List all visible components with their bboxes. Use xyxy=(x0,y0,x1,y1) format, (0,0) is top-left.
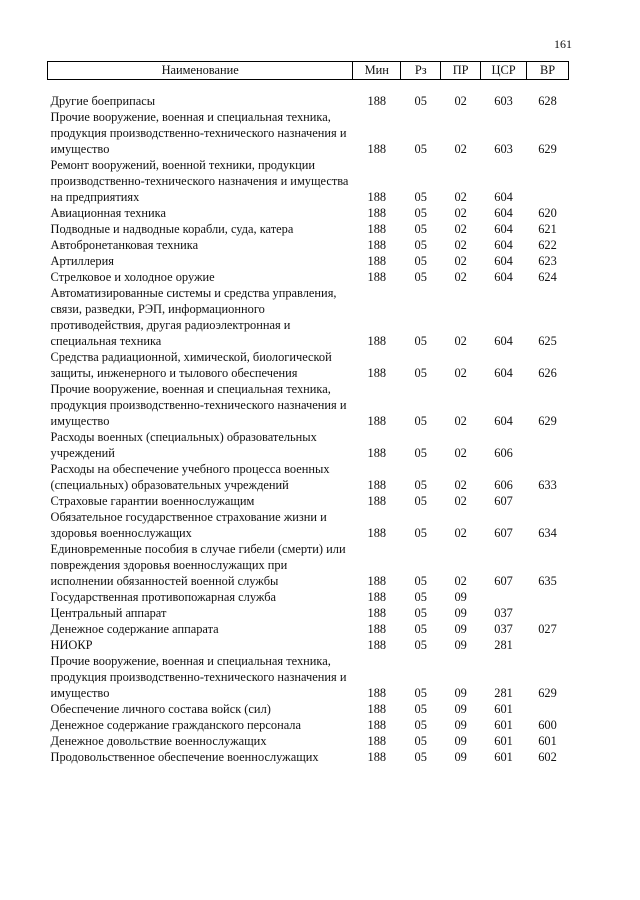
cell-min: 188 xyxy=(367,478,387,492)
cell-csr: 604 xyxy=(494,270,513,284)
cell-name: Другие боеприпасы xyxy=(50,94,156,108)
cell-rz: 05 xyxy=(414,750,427,764)
table-row xyxy=(48,589,569,605)
cell-csr: 604 xyxy=(494,238,513,252)
cell-vr: 629 xyxy=(538,142,557,156)
cell-csr: 601 xyxy=(494,750,513,764)
cell-name: Расходы военных (специальных) образовательных учреждений xyxy=(50,430,317,460)
cell-vr xyxy=(527,493,569,509)
spacer-row xyxy=(48,80,569,94)
cell-pr: 02 xyxy=(454,206,467,220)
cell-min: 188 xyxy=(367,494,387,508)
cell-min: 188 xyxy=(367,142,387,156)
table-row xyxy=(48,285,569,349)
cell-csr: 037 xyxy=(494,622,513,636)
cell-name: Авиационная техника xyxy=(50,206,166,220)
cell-min: 188 xyxy=(367,222,387,236)
cell-min: 188 xyxy=(367,574,387,588)
cell-min: 188 xyxy=(367,686,387,700)
cell-rz: 05 xyxy=(414,734,427,748)
cell-rz: 05 xyxy=(414,478,427,492)
cell-csr: 281 xyxy=(494,638,513,652)
cell-rz: 05 xyxy=(414,526,427,540)
cell-csr: 607 xyxy=(494,526,513,540)
cell-rz: 05 xyxy=(414,574,427,588)
cell-min: 188 xyxy=(367,750,387,764)
cell-csr: 604 xyxy=(494,414,513,428)
cell-name: Центральный аппарат xyxy=(50,606,167,620)
cell-name: Обязательное государственное страхование жизни и здоровья военнослужащих xyxy=(50,510,327,540)
cell-min: 188 xyxy=(367,526,387,540)
table-row xyxy=(48,237,569,253)
cell-csr: 604 xyxy=(494,206,513,220)
cell-rz: 05 xyxy=(414,718,427,732)
cell-pr: 02 xyxy=(454,238,467,252)
cell-min: 188 xyxy=(367,734,387,748)
cell-name: Артиллерия xyxy=(50,254,114,268)
table-row xyxy=(48,381,569,429)
cell-min: 188 xyxy=(367,206,387,220)
cell-vr: 602 xyxy=(538,750,557,764)
cell-csr: 606 xyxy=(494,478,513,492)
cell-vr: 629 xyxy=(538,414,557,428)
cell-name: Средства радиационной, химической, биологической защиты, инженерного и тылового обеспечения xyxy=(50,350,332,380)
table-row xyxy=(48,349,569,381)
cell-vr: 628 xyxy=(538,94,557,108)
cell-pr: 02 xyxy=(454,366,467,380)
cell-rz: 05 xyxy=(414,414,427,428)
cell-vr: 629 xyxy=(538,686,557,700)
cell-csr: 281 xyxy=(494,686,513,700)
table-row xyxy=(48,733,569,749)
cell-rz: 05 xyxy=(414,446,427,460)
cell-min: 188 xyxy=(367,334,387,348)
cell-name: Единовременные пособия в случае гибели (смерти) или повреждения здоровья военнослужащих при исполнении обязанностей военной службы xyxy=(50,542,346,588)
table-row xyxy=(48,653,569,701)
cell-pr: 02 xyxy=(454,334,467,348)
cell-min: 188 xyxy=(367,590,387,604)
cell-pr: 09 xyxy=(454,590,467,604)
cell-rz: 05 xyxy=(414,206,427,220)
cell-csr: 601 xyxy=(494,734,513,748)
cell-name: Денежное довольствие военнослужащих xyxy=(50,734,267,748)
cell-min: 188 xyxy=(367,270,387,284)
cell-pr: 09 xyxy=(454,750,467,764)
cell-min: 188 xyxy=(367,190,387,204)
cell-vr: 625 xyxy=(538,334,557,348)
cell-rz: 05 xyxy=(414,142,427,156)
table-row xyxy=(48,253,569,269)
cell-min: 188 xyxy=(367,238,387,252)
table-row xyxy=(48,93,569,109)
cell-vr: 027 xyxy=(538,622,557,636)
cell-min: 188 xyxy=(367,622,387,636)
cell-pr: 09 xyxy=(454,734,467,748)
table-row xyxy=(48,541,569,589)
cell-vr: 621 xyxy=(538,222,557,236)
cell-rz: 05 xyxy=(414,590,427,604)
cell-pr: 02 xyxy=(454,574,467,588)
cell-name: Автобронетанковая техника xyxy=(50,238,199,252)
header-vr: ВР xyxy=(527,62,569,80)
table-row xyxy=(48,637,569,653)
cell-pr: 09 xyxy=(454,622,467,636)
header-rz: Рз xyxy=(401,62,441,80)
cell-rz: 05 xyxy=(414,686,427,700)
cell-min: 188 xyxy=(367,718,387,732)
cell-rz: 05 xyxy=(414,494,427,508)
table-row xyxy=(48,461,569,493)
cell-name: Прочие вооружение, военная и специальная техника, продукция производственно-технического назначения и имущество xyxy=(50,382,347,428)
table-row xyxy=(48,605,569,621)
table-header-row xyxy=(48,62,569,80)
cell-csr: 037 xyxy=(494,606,513,620)
cell-vr xyxy=(527,429,569,461)
header-csr: ЦСР xyxy=(481,62,527,80)
cell-min: 188 xyxy=(367,638,387,652)
cell-csr: 607 xyxy=(494,574,513,588)
cell-min: 188 xyxy=(367,446,387,460)
cell-rz: 05 xyxy=(414,254,427,268)
cell-vr xyxy=(527,637,569,653)
cell-pr: 09 xyxy=(454,686,467,700)
table-row xyxy=(48,749,569,765)
cell-pr: 09 xyxy=(454,606,467,620)
cell-rz: 05 xyxy=(414,238,427,252)
table-row xyxy=(48,701,569,717)
cell-min: 188 xyxy=(367,366,387,380)
cell-rz: 05 xyxy=(414,334,427,348)
cell-csr: 607 xyxy=(494,494,513,508)
cell-min: 188 xyxy=(367,94,387,108)
cell-pr: 02 xyxy=(454,526,467,540)
cell-rz: 05 xyxy=(414,702,427,716)
budget-table xyxy=(47,61,569,765)
table-row xyxy=(48,429,569,461)
cell-name: Ремонт вооружений, военной техники, продукции производственно-технического назначения и имущества на предприятиях xyxy=(50,158,349,204)
cell-vr xyxy=(527,589,569,605)
cell-csr: 601 xyxy=(494,718,513,732)
cell-vr: 633 xyxy=(538,478,557,492)
cell-pr: 02 xyxy=(454,414,467,428)
cell-vr: 623 xyxy=(538,254,557,268)
cell-name: НИОКР xyxy=(50,638,93,652)
cell-pr: 02 xyxy=(454,94,467,108)
cell-min: 188 xyxy=(367,414,387,428)
cell-name: Обеспечение личного состава войск (сил) xyxy=(50,702,271,716)
cell-rz: 05 xyxy=(414,638,427,652)
cell-vr xyxy=(527,157,569,205)
cell-csr: 604 xyxy=(494,366,513,380)
cell-pr: 09 xyxy=(454,638,467,652)
cell-vr: 600 xyxy=(538,718,557,732)
cell-pr: 02 xyxy=(454,494,467,508)
cell-name: Продовольственное обеспечение военнослужащих xyxy=(50,750,319,764)
cell-rz: 05 xyxy=(414,222,427,236)
cell-pr: 02 xyxy=(454,270,467,284)
table-row xyxy=(48,109,569,157)
cell-pr: 09 xyxy=(454,718,467,732)
cell-vr: 601 xyxy=(538,734,557,748)
cell-pr: 02 xyxy=(454,478,467,492)
cell-csr: 604 xyxy=(494,190,513,204)
cell-pr: 02 xyxy=(454,254,467,268)
cell-rz: 05 xyxy=(414,366,427,380)
cell-vr: 635 xyxy=(538,574,557,588)
cell-name: Прочие вооружение, военная и специальная техника, продукция производственно-технического назначения и имущество xyxy=(50,654,347,700)
cell-vr: 626 xyxy=(538,366,557,380)
cell-min: 188 xyxy=(367,606,387,620)
cell-name: Денежное содержание гражданского персонала xyxy=(50,718,301,732)
cell-vr xyxy=(527,605,569,621)
cell-name: Денежное содержание аппарата xyxy=(50,622,219,636)
cell-name: Страховые гарантии военнослужащим xyxy=(50,494,255,508)
table-row xyxy=(48,157,569,205)
table-row xyxy=(48,269,569,285)
cell-csr: 604 xyxy=(494,334,513,348)
cell-rz: 05 xyxy=(414,190,427,204)
cell-name: Подводные и надводные корабли, суда, катера xyxy=(50,222,294,236)
cell-pr: 02 xyxy=(454,142,467,156)
table-row xyxy=(48,509,569,541)
cell-vr: 634 xyxy=(538,526,557,540)
cell-min: 188 xyxy=(367,254,387,268)
page-number: 161 xyxy=(554,37,572,51)
cell-name: Государственная противопожарная служба xyxy=(50,590,277,604)
table-row xyxy=(48,493,569,509)
cell-pr: 02 xyxy=(454,446,467,460)
cell-csr: 604 xyxy=(494,254,513,268)
cell-name: Прочие вооружение, военная и специальная техника, продукция производственно-технического назначения и имущество xyxy=(50,110,347,156)
cell-vr: 622 xyxy=(538,238,557,252)
cell-rz: 05 xyxy=(414,270,427,284)
table-row xyxy=(48,221,569,237)
cell-csr: 604 xyxy=(494,222,513,236)
cell-vr: 620 xyxy=(538,206,557,220)
cell-pr: 02 xyxy=(454,190,467,204)
header-name: Наименование xyxy=(48,62,353,80)
cell-csr: 603 xyxy=(494,94,513,108)
table-row xyxy=(48,205,569,221)
cell-min: 188 xyxy=(367,702,387,716)
cell-csr xyxy=(481,589,527,605)
cell-vr: 624 xyxy=(538,270,557,284)
header-pr: ПР xyxy=(441,62,481,80)
cell-pr: 02 xyxy=(454,222,467,236)
cell-name: Расходы на обеспечение учебного процесса военных (специальных) образовательных учреждений xyxy=(50,462,330,492)
header-min: Мин xyxy=(353,62,401,80)
cell-csr: 601 xyxy=(494,702,513,716)
cell-pr: 09 xyxy=(454,702,467,716)
cell-rz: 05 xyxy=(414,94,427,108)
cell-csr: 606 xyxy=(494,446,513,460)
cell-vr xyxy=(527,701,569,717)
cell-rz: 05 xyxy=(414,606,427,620)
cell-rz: 05 xyxy=(414,622,427,636)
cell-name: Автоматизированные системы и средства управления, связи, разведки, РЭП, информационного противодействия, другая радиоэлектронная и специальная техника xyxy=(50,286,337,348)
table-row xyxy=(48,717,569,733)
cell-csr: 603 xyxy=(494,142,513,156)
cell-name: Стрелковое и холодное оружие xyxy=(50,270,215,284)
table-row xyxy=(48,621,569,637)
